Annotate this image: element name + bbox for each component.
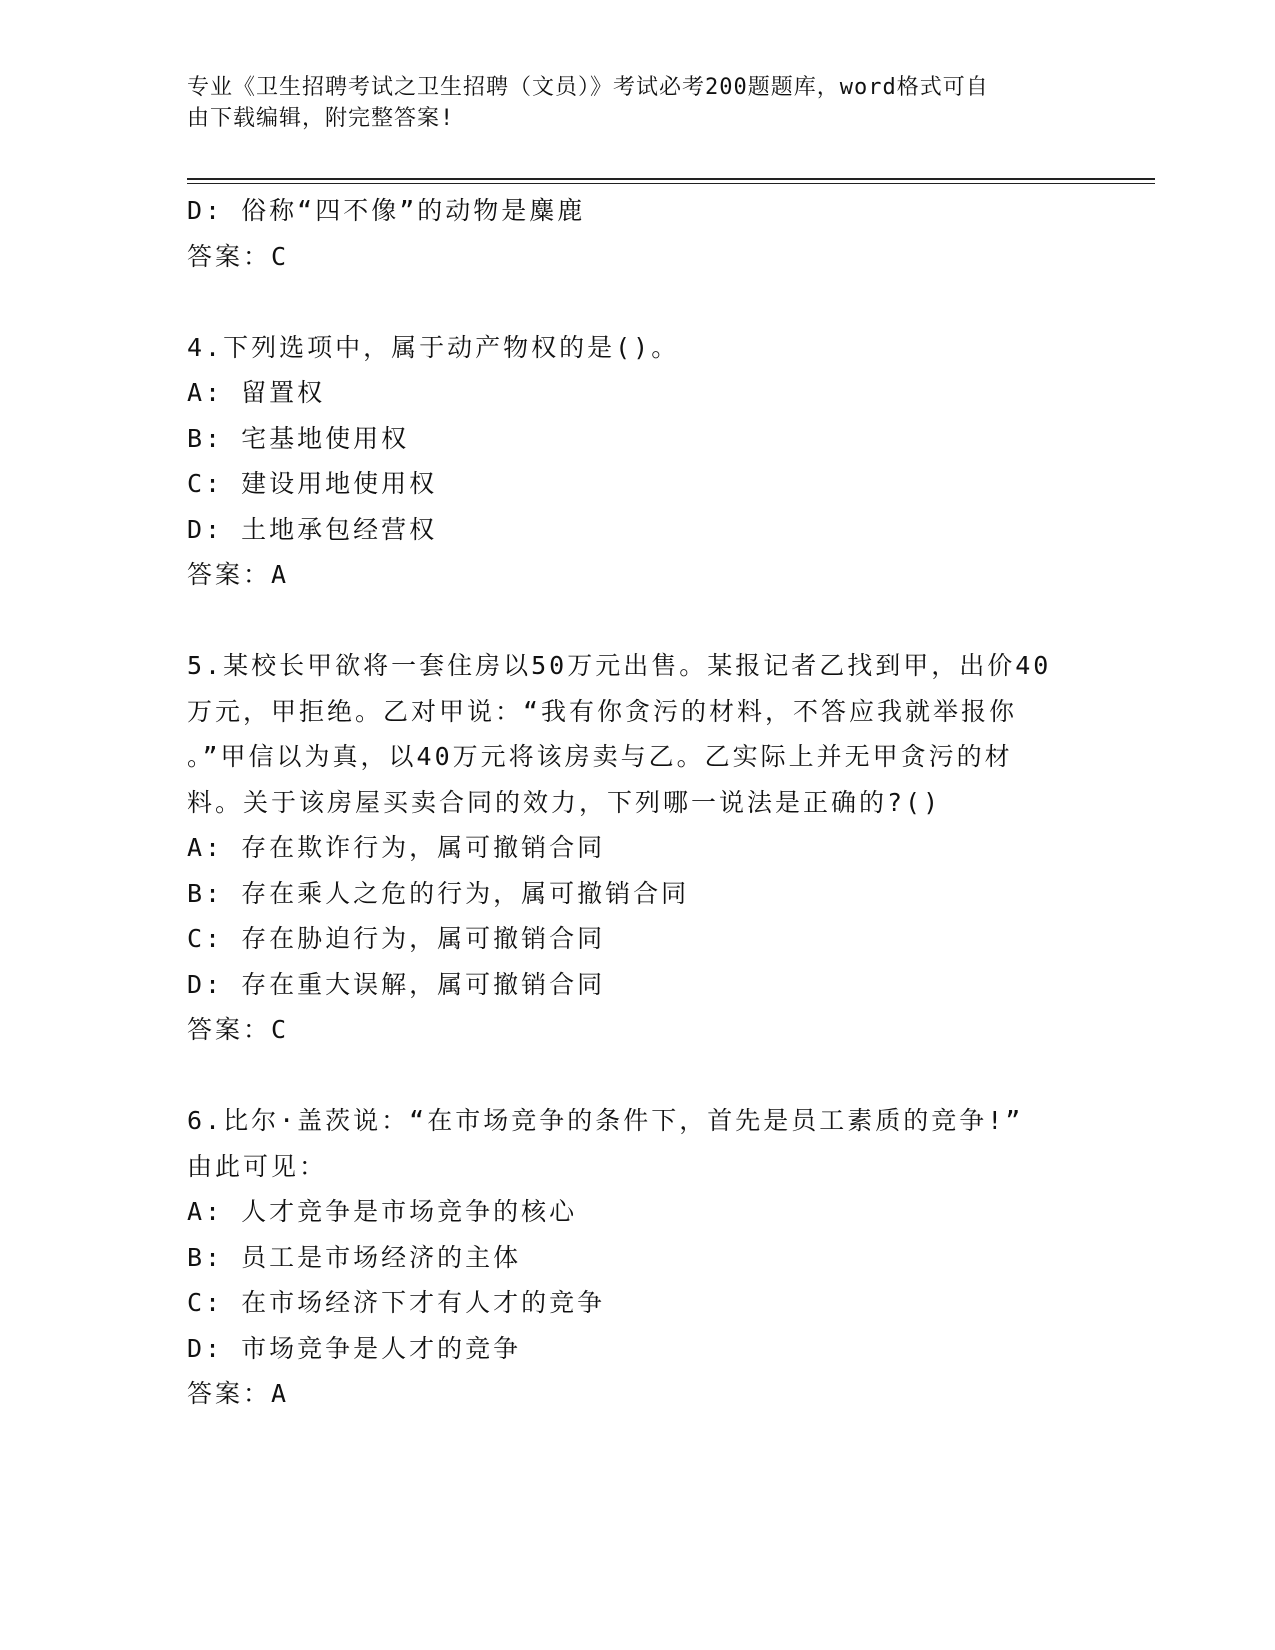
header-line-2: 由下载编辑，附完整答案! [187,106,455,131]
option-d: D: 市场竞争是人才的竞争 [187,1333,522,1363]
spacer [187,598,1087,644]
question-4 [187,325,1087,598]
question-stem: 4.下列选项中，属于动产物权的是()。 [187,332,680,362]
document-body [187,188,1087,1417]
question-stem-line-1: 5.某校长甲欲将一套住房以50万元出售。某报记者乙找到甲，出价40 [187,651,1052,680]
spacer [187,279,1087,325]
answer-line: 答案：A [187,560,290,589]
answer-line: 答案：C [187,1015,290,1044]
option-a: A: 留置权 [187,378,326,407]
option-d: D: 俗称“四不像”的动物是麋鹿 [187,196,586,225]
option-c: C: 在市场经济下才有人才的竞争 [187,1288,606,1317]
answer-line: 答案：C [187,241,290,271]
header-rule-thick [187,178,1155,180]
option-b: B: 员工是市场经济的主体 [187,1242,522,1272]
question-stem-line-4: 料。关于该房屋买卖合同的效力，下列哪一说法是正确的?() [187,787,942,817]
answer-line: 答案：A [187,1379,290,1408]
document-header [187,72,1067,134]
question-6 [187,1098,1087,1417]
option-b: B: 存在乘人之危的行为，属可撤销合同 [187,878,690,908]
question-stem-line-2: 万元，甲拒绝。乙对甲说：“我有你贪污的材料，不答应我就举报你 [187,696,1018,726]
question-stem-line-2: 由此可见： [187,1151,328,1181]
question-stem-line-3: 。”甲信以为真，以40万元将该房卖与乙。乙实际上并无甲贪污的材 [187,742,1013,771]
option-d: D: 土地承包经营权 [187,514,438,544]
option-a: A: 人才竞争是市场竞争的核心 [187,1197,578,1226]
option-c: C: 存在胁迫行为，属可撤销合同 [187,924,606,953]
question-5 [187,643,1087,1053]
option-b: B: 宅基地使用权 [187,423,410,453]
option-d: D: 存在重大误解，属可撤销合同 [187,969,606,999]
question-3-continued [187,188,1087,279]
question-stem-line-1: 6.比尔·盖茨说：“在市场竞争的条件下，首先是员工素质的竞争!” [187,1106,1024,1135]
spacer [187,1053,1087,1099]
option-c: C: 建设用地使用权 [187,469,438,498]
option-a: A: 存在欺诈行为，属可撤销合同 [187,833,606,862]
header-rule-thin [187,183,1155,184]
header-line-1: 专业《卫生招聘考试之卫生招聘（文员）》考试必考200题题库，word格式可自 [187,75,989,100]
